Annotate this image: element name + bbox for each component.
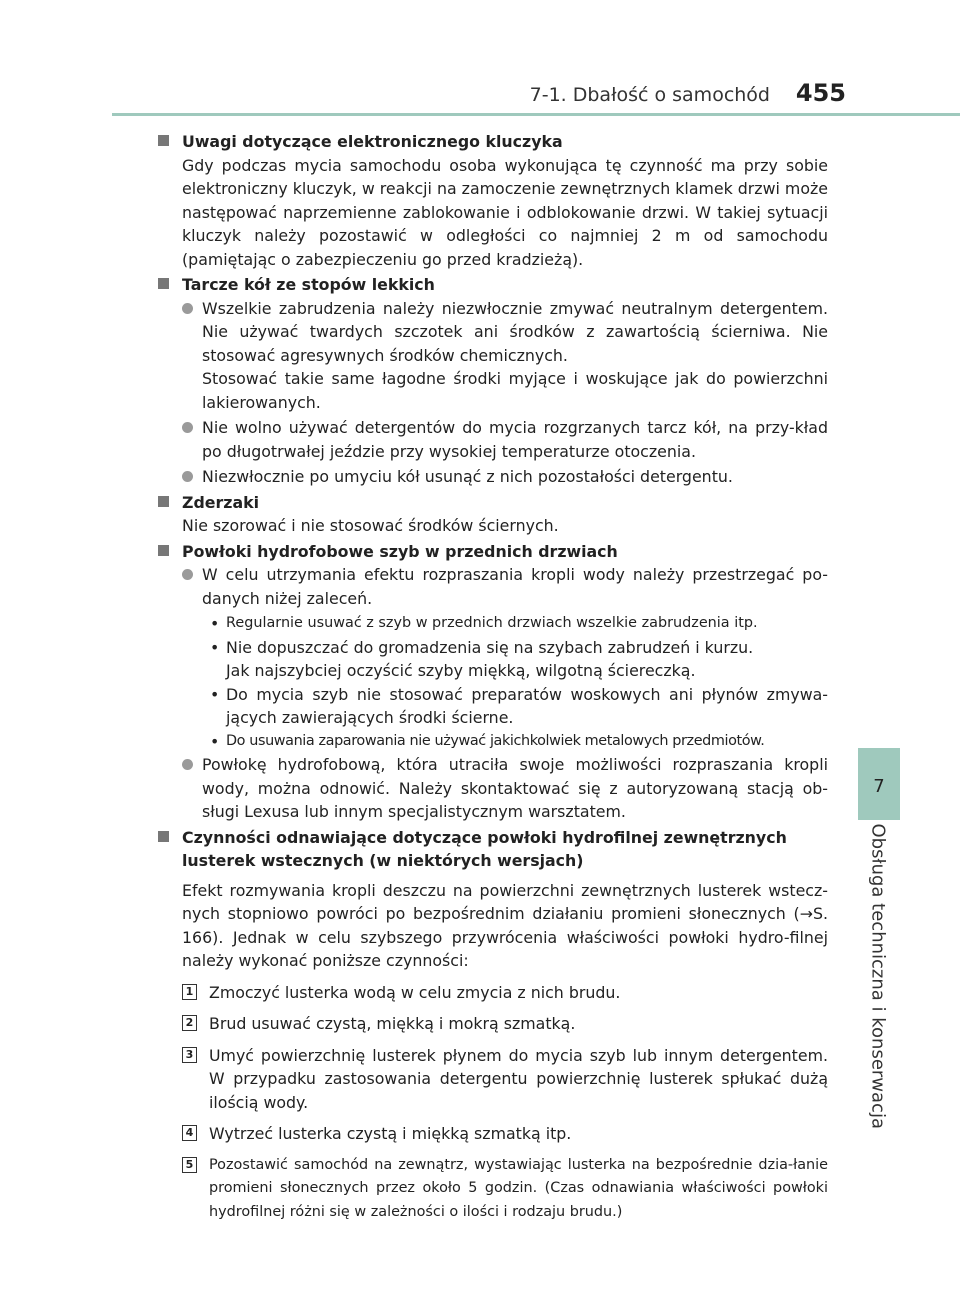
sub-bullet-item	[182, 612, 828, 636]
section-square-icon	[158, 496, 169, 507]
step-item	[182, 1012, 828, 1036]
bullet-item	[182, 416, 828, 463]
bullet-text: Niezwłocznie po umyciu kół usunąć z nich pozostałości detergentu.	[202, 467, 733, 486]
bullet-item	[182, 465, 828, 489]
bullet-dot-icon: •	[210, 614, 220, 633]
section-text: Nie szorować i nie stosować środków ściernych.	[182, 516, 559, 535]
bullet-item	[182, 753, 828, 824]
sub-bullet-text-continued: Jak najszybciej oczyścić szyby miękką, wilgotną ściereczką.	[226, 661, 696, 680]
section-electronic-key	[158, 130, 828, 271]
bullet-circle-icon	[182, 422, 193, 433]
step-item	[182, 1154, 828, 1225]
chapter-tab	[858, 748, 900, 820]
page-number: 455	[795, 79, 846, 107]
step-number: 5	[182, 1157, 197, 1173]
bullet-dot-icon: •	[210, 731, 220, 751]
step-text: Umyć powierzchnię lusterek płynem do mycia szyb lub innym detergentem. W przypadku zastosowania detergentu powierzchnię lusterek spłukać dużą ilością wody.	[209, 1045, 828, 1112]
page-header	[0, 0, 960, 118]
step-item	[182, 1122, 828, 1146]
section-heading: Powłoki hydrofobowe szyb w przednich drzwiach	[182, 541, 618, 561]
section-square-icon	[158, 135, 169, 146]
section-heading: Zderzaki	[182, 492, 260, 512]
header-rule	[112, 113, 960, 116]
step-text: Wytrzeć lusterka czystą i miękką szmatką itp.	[209, 1124, 572, 1143]
section-hydrophilic-mirrors	[158, 826, 828, 1225]
section-heading: Tarcze kół ze stopów lekkich	[182, 275, 435, 294]
step-number: 1	[182, 984, 197, 1000]
step-text: Pozostawić samochód na zewnątrz, wystawiając lusterka na bezpośrednie dzia-łanie promieni słonecznych przez około 5 godzin. (Czas odnawiania właściwości powłoki hydrofilnej różni się w zależności o ilości i rodzaju brudu.)	[209, 1156, 828, 1220]
section-square-icon	[158, 278, 169, 289]
section-text: Efekt rozmywania kropli deszczu na powierzchni zewnętrznych lusterek wstecz-nych stopniowo powróci po bezpośrednim działaniu promieni słonecznych (→S. 166). Jednak w celu szybszego przywrócenia właściwości powłoki hydro-filnej należy wykonać poniższe czynności:	[182, 880, 828, 970]
bullet-dot-icon: •	[210, 637, 220, 657]
section-wheels	[158, 273, 828, 489]
step-item	[182, 1044, 828, 1115]
section-heading: Uwagi dotyczące elektronicznego kluczyka	[182, 132, 563, 151]
sub-bullet-text: Regularnie usuwać z szyb w przednich drzwiach wszelkie zabrudzenia itp.	[226, 615, 758, 631]
bullet-circle-icon	[182, 471, 193, 482]
section-square-icon	[158, 545, 169, 556]
chapter-title: 7-1. Dbałość o samochód	[529, 84, 770, 106]
page-content	[158, 130, 828, 1226]
step-item	[182, 981, 828, 1005]
section-heading: Czynności odnawiające dotyczące powłoki hydrofilnej zewnętrznych lusterek wstecznych (w niektórych wersjach)	[182, 827, 787, 870]
step-number: 3	[182, 1047, 197, 1063]
bullet-text: W celu utrzymania efektu rozpraszania kropli wody należy przestrzegać po-danych niżej zaleceń.	[202, 565, 828, 608]
bullet-circle-icon	[182, 569, 193, 580]
chapter-tab-label: Obsługa techniczna i konserwacja	[867, 823, 889, 1129]
chapter-tab-label-wrap	[858, 823, 900, 1129]
step-text: Brud usuwać czystą, miękką i mokrą szmatką.	[209, 1014, 576, 1033]
bullet-text: Wszelkie zabrudzenia należy niezwłocznie zmywać neutralnym detergentem. Nie używać twardych szczotek ani środków z zawartością ścierniwa. Nie stosować agresywnych środków chemicznych.	[202, 298, 828, 365]
step-text: Zmoczyć lusterka wodą w celu zmycia z nich brudu.	[209, 982, 621, 1002]
sub-bullet-text: Do usuwania zaparowania nie używać jakichkolwiek metalowych przedmiotów.	[226, 732, 765, 749]
section-hydrophobic-coating	[158, 540, 828, 824]
bullet-item	[182, 297, 828, 415]
sub-bullet-text: Do mycia szyb nie stosować preparatów woskowych ani płynów zmywa-jących zawierających środki ścierne.	[226, 684, 828, 727]
sub-bullet-item	[182, 683, 828, 730]
bullet-dot-icon: •	[210, 684, 220, 704]
section-text: Gdy podczas mycia samochodu osoba wykonująca tę czynność ma przy sobie elektroniczny kluczyk, w reakcji na zamoczenie zewnętrznych klamek drzwi może następować naprzemienne zablokowanie i odblokowanie drzwi. W takiej sytuacji kluczyk należy pozostawić w odległości co najmniej 2 m od samochodu (pamiętając o zabezpieczeniu go przed kradzieżą).	[182, 155, 828, 269]
sub-bullet-item	[182, 636, 828, 683]
sub-bullet-text: Nie dopuszczać do gromadzenia się na szybach zabrudzeń i kurzu.	[226, 637, 754, 657]
sub-bullet-item	[182, 730, 828, 754]
step-number: 4	[182, 1125, 197, 1141]
chapter-tab-number: 7	[873, 776, 885, 797]
section-bumpers	[158, 491, 828, 538]
bullet-item	[182, 563, 828, 610]
bullet-circle-icon	[182, 759, 193, 770]
bullet-text: Powłokę hydrofobową, która utraciła swoje możliwości rozpraszania kropli wody, można odnowić. Należy skontaktować się z autoryzowaną stacją ob-sługi Lexusa lub innym specjalistycznym warsztatem.	[202, 755, 828, 821]
bullet-text: Nie wolno używać detergentów do mycia rozgrzanych tarcz kół, na przy-kład po długotrwałej jeździe przy wysokiej temperaturze otoczenia.	[202, 418, 828, 461]
step-number: 2	[182, 1015, 197, 1031]
section-square-icon	[158, 831, 169, 842]
bullet-text-continued: Stosować takie same łagodne środki myjące i woskujące jak do powierzchni lakierowanych.	[202, 369, 828, 412]
bullet-circle-icon	[182, 303, 193, 314]
